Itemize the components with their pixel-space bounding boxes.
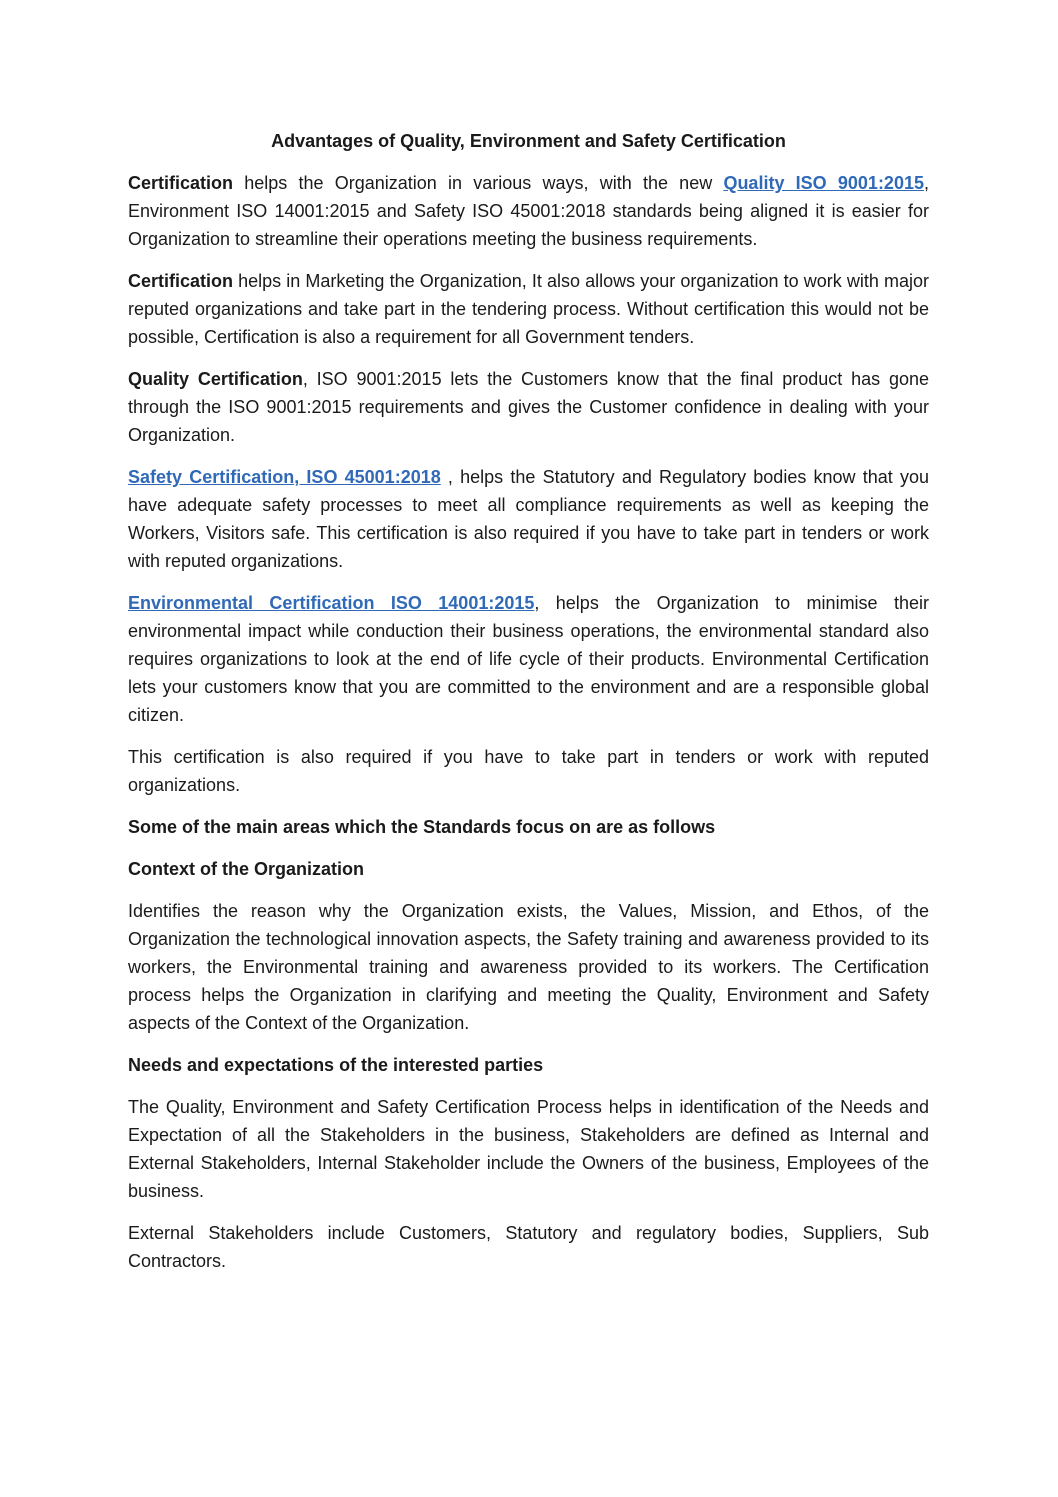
bold-term: Quality Certification	[128, 369, 303, 389]
paragraph-safety-certification	[128, 463, 929, 575]
bold-term: Certification	[128, 173, 234, 193]
paragraph-stakeholders-needs: The Quality, Environment and Safety Certification Process helps in identification of the Needs and Expectation of all the Stakeholders in the business, Stakeholders are defined as Internal and External Stakeholders, Internal Stakeholder include the Owners of the business, Employees of the business.	[128, 1097, 929, 1201]
paragraph-text: helps the Organization in various ways, with the new	[233, 173, 724, 193]
section-heading-interested-parties: Needs and expectations of the interested parties	[128, 1055, 544, 1075]
section-heading-main-areas: Some of the main areas which the Standards focus on are as follows	[128, 817, 716, 837]
paragraph-text: , helps the Statutory and Regulatory bodies know that you have adequate safety processes to meet all compliance requirements as well as keeping the Workers, Visitors safe. This certification is also required if you have to take part in tenders or work with reputed organizations.	[128, 467, 929, 571]
section-heading-context: Context of the Organization	[128, 859, 364, 879]
paragraph-external-stakeholders: External Stakeholders include Customers, Statutory and regulatory bodies, Suppliers, Sub Contractors.	[128, 1223, 929, 1271]
paragraph-text: , ISO 9001:2015 lets the Customers know that the final product has gone through the ISO 9001:2015 requirements and gives the Customer confidence in dealing with your Organization.	[128, 369, 929, 445]
paragraph-text: helps in Marketing the Organization, It also allows your organization to work with major reputed organizations and take part in the tendering process. Without certification this would not be possible, Certification is also a requirement for all Government tenders.	[128, 271, 929, 347]
paragraph-text: , Environment ISO 14001:2015 and Safety ISO 45001:2018 standards being aligned it is easier for Organization to streamline their operations meeting the business requirements.	[128, 173, 929, 249]
paragraph-certification-marketing	[128, 267, 929, 351]
page-title: Advantages of Quality, Environment and Safety Certification	[271, 131, 786, 151]
paragraph-quality-certification	[128, 365, 929, 449]
paragraph-tenders-requirement: This certification is also required if you have to take part in tenders or work with reputed organizations.	[128, 747, 929, 795]
link-safety-iso-45001[interactable]: Safety Certification, ISO 45001:2018	[128, 467, 441, 487]
link-quality-iso-9001[interactable]: Quality ISO 9001:2015	[723, 173, 924, 193]
document-page	[128, 127, 929, 1289]
paragraph-environmental-certification	[128, 589, 929, 729]
paragraph-certification-overview	[128, 169, 929, 253]
bold-term: Certification	[128, 271, 234, 291]
paragraph-context-organization: Identifies the reason why the Organization exists, the Values, Mission, and Ethos, of the Organization the technological innovation aspects, the Safety training and awareness provided to its workers, the Environmental training and awareness provided to its workers. The Certification process helps the Organization in clarifying and meeting the Quality, Environment and Safety aspects of the Context of the Organization.	[128, 901, 929, 1033]
link-environmental-iso-14001[interactable]: Environmental Certification ISO 14001:2015	[128, 593, 535, 613]
paragraph-text: , helps the Organization to minimise their environmental impact while conduction their business operations, the environmental standard also requires organizations to look at the end of life cycle of their products. Environmental Certification lets your customers know that you are committed to the environment and are a responsible global citizen.	[128, 593, 929, 725]
